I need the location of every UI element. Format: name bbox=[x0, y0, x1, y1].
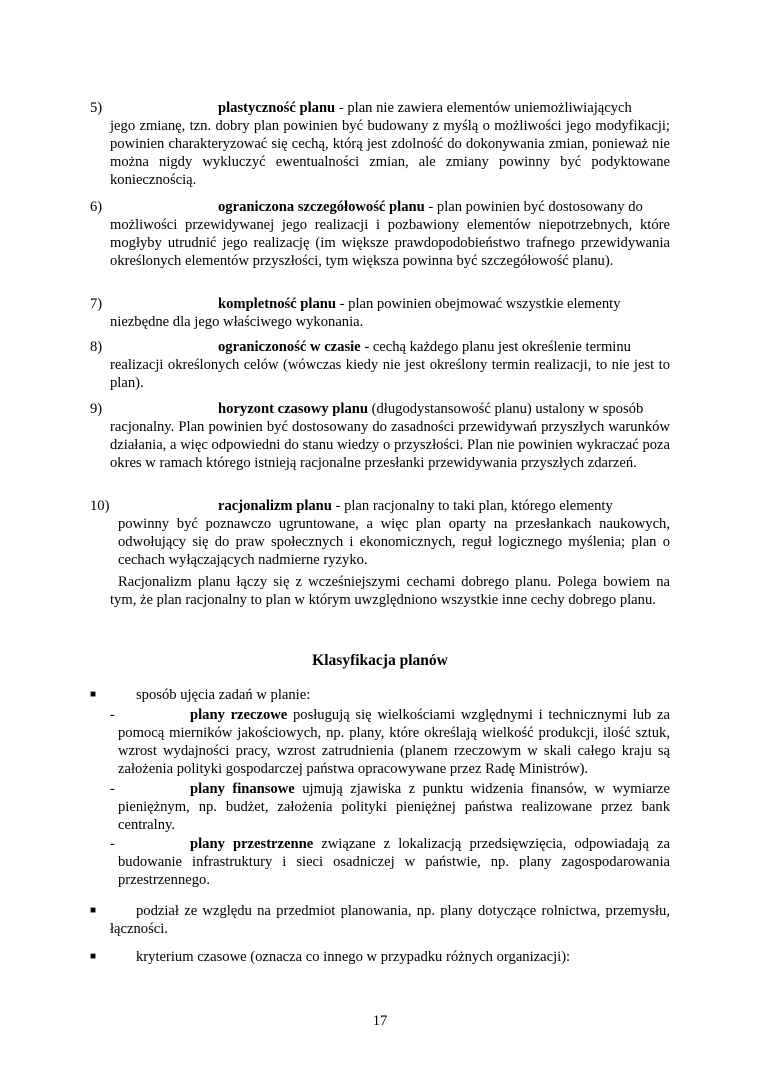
item-number: 6) bbox=[90, 199, 103, 215]
item-line1: - cechą każdego planu jest określenie terminu bbox=[360, 339, 631, 355]
sub-item bbox=[110, 780, 670, 834]
item-number: 9) bbox=[90, 401, 103, 417]
bullet-icon: ■ bbox=[90, 905, 97, 916]
bullet-item bbox=[90, 948, 670, 966]
item-number: 10) bbox=[90, 498, 110, 514]
bullet-text: sposób ujęcia zadań w planie: bbox=[136, 687, 311, 703]
sub-item-text: ujmują zjawiska z punktu widzenia finansów, w wymiarze pieniężnym, np. budżet, założenia polityki pieniężnej państwa realizowane przez bank centralny. bbox=[118, 781, 670, 833]
item-text: niezbędne dla jego właściwego wykonania. bbox=[110, 314, 364, 330]
item-line1: - plan powinien obejmować wszystkie elementy bbox=[336, 296, 621, 312]
list-item bbox=[90, 400, 670, 472]
item-term: ograniczona szczegółowość planu bbox=[218, 199, 425, 215]
bullet-item bbox=[90, 902, 670, 938]
item-line1: - plan racjonalny to taki plan, którego elementy bbox=[331, 498, 613, 514]
item-number: 8) bbox=[90, 339, 103, 355]
item-text: realizacji określonych celów (wówczas kiedy nie jest określony termin realizacji, to nie jest to plan). bbox=[110, 357, 670, 391]
bullet-icon: ■ bbox=[90, 689, 97, 700]
item-number: 7) bbox=[90, 296, 103, 312]
dash-marker: - bbox=[110, 781, 115, 797]
dash-marker: - bbox=[110, 707, 115, 723]
sub-item-term: plany przestrzenne bbox=[190, 836, 314, 852]
sub-item bbox=[110, 706, 670, 778]
item-term: plastyczność planu bbox=[218, 100, 336, 116]
page-number: 17 bbox=[372, 1013, 388, 1029]
section-heading: Klasyfikacja planów bbox=[312, 652, 448, 669]
item-term: racjonalizm planu bbox=[218, 498, 332, 514]
sub-item-text: związane z lokalizacją przedsięwzięcia, odpowiadają za budowanie infrastruktury i sieci osadniczej w państwie, np. plany zagospodarowania przestrzennego. bbox=[118, 836, 670, 888]
item-text: racjonalny. Plan powinien być dostosowany do zasadności przewidywań przyszłych warunków działania, a więc odpowiedni do stanu wiedzy o przyszłości. Plan nie powinien wykraczać poza okres w ramach którego istnieją racjonalne przesłanki przewidywania przyszłych zdarzeń. bbox=[110, 419, 670, 471]
bullet-item bbox=[90, 686, 670, 704]
item-text: możliwości przewidywanej jego realizacji i pozbawiony elementów niepotrzebnych, które mogłyby utrudnić jego realizację (im większe prawdopodobieństwo trafnego przewidywania określonych elementów przyszłości, tym większa powinna być szczegółowość planu). bbox=[110, 217, 670, 269]
item-text: jego zmianę, tzn. dobry plan powinien być budowany z myślą o możliwości jego modyfikacji; powinien charakteryzować się cechą, którą jest zdolność do dokonywania zmian, ponieważ nie można nigdy wykluczyć ewentualności zmian, ale zmiany powinny być podyktowane koniecznością. bbox=[110, 118, 670, 188]
item-number: 5) bbox=[90, 100, 103, 116]
dash-marker: - bbox=[110, 836, 115, 852]
list-item bbox=[90, 338, 670, 392]
sub-item-term: plany finansowe bbox=[190, 781, 295, 797]
list-item bbox=[90, 198, 670, 270]
list-item bbox=[90, 295, 670, 331]
item-line1: - plan powinien być dostosowany do bbox=[424, 199, 643, 215]
summary-paragraph: Racjonalizm planu łączy się z wcześniejszymi cechami dobrego planu. Polega bowiem na tym, że plan racjonalny to plan w którym uwzględniono wszystkie inne cechy dobrego planu. bbox=[110, 574, 670, 608]
item-line1: (długodystansowość planu) ustalony w sposób bbox=[368, 401, 644, 417]
item-term: kompletność planu bbox=[218, 296, 336, 312]
bullet-text: kryterium czasowe (oznacza co innego w przypadku różnych organizacji): bbox=[136, 949, 571, 965]
list-item bbox=[90, 497, 670, 569]
item-term: ograniczoność w czasie bbox=[218, 339, 361, 355]
sub-item-term: plany rzeczowe bbox=[190, 707, 288, 723]
item-text: powinny być poznawczo ugruntowane, a więc plan oparty na przesłankach naukowych, odwołujący się do praw społecznych i ekonomicznych, reguł logicznego myślenia; plan o cechach wyłączających nadmierne ryzyko. bbox=[118, 516, 670, 568]
list-item bbox=[90, 99, 670, 189]
sub-item-text: posługują się wielkościami względnymi i technicznymi lub za pomocą mierników jakościowych, np. plany, które określają wielkość produkcji, ilość sztuk, wzrost wydajności pracy, wzrost zatrudnienia (planem rzeczowym w skali całego kraju są założenia polityki gospodarczej państwa opracowywane przez Radę Ministrów). bbox=[118, 707, 670, 777]
bullet-text: podział ze względu na przedmiot planowania, np. plany dotyczące rolnictwa, przemysłu, łączności. bbox=[110, 903, 670, 937]
item-line1: - plan nie zawiera elementów uniemożliwiających bbox=[335, 100, 632, 116]
sub-item bbox=[110, 835, 670, 889]
item-term: horyzont czasowy planu bbox=[218, 401, 368, 417]
bullet-icon: ■ bbox=[90, 951, 97, 962]
